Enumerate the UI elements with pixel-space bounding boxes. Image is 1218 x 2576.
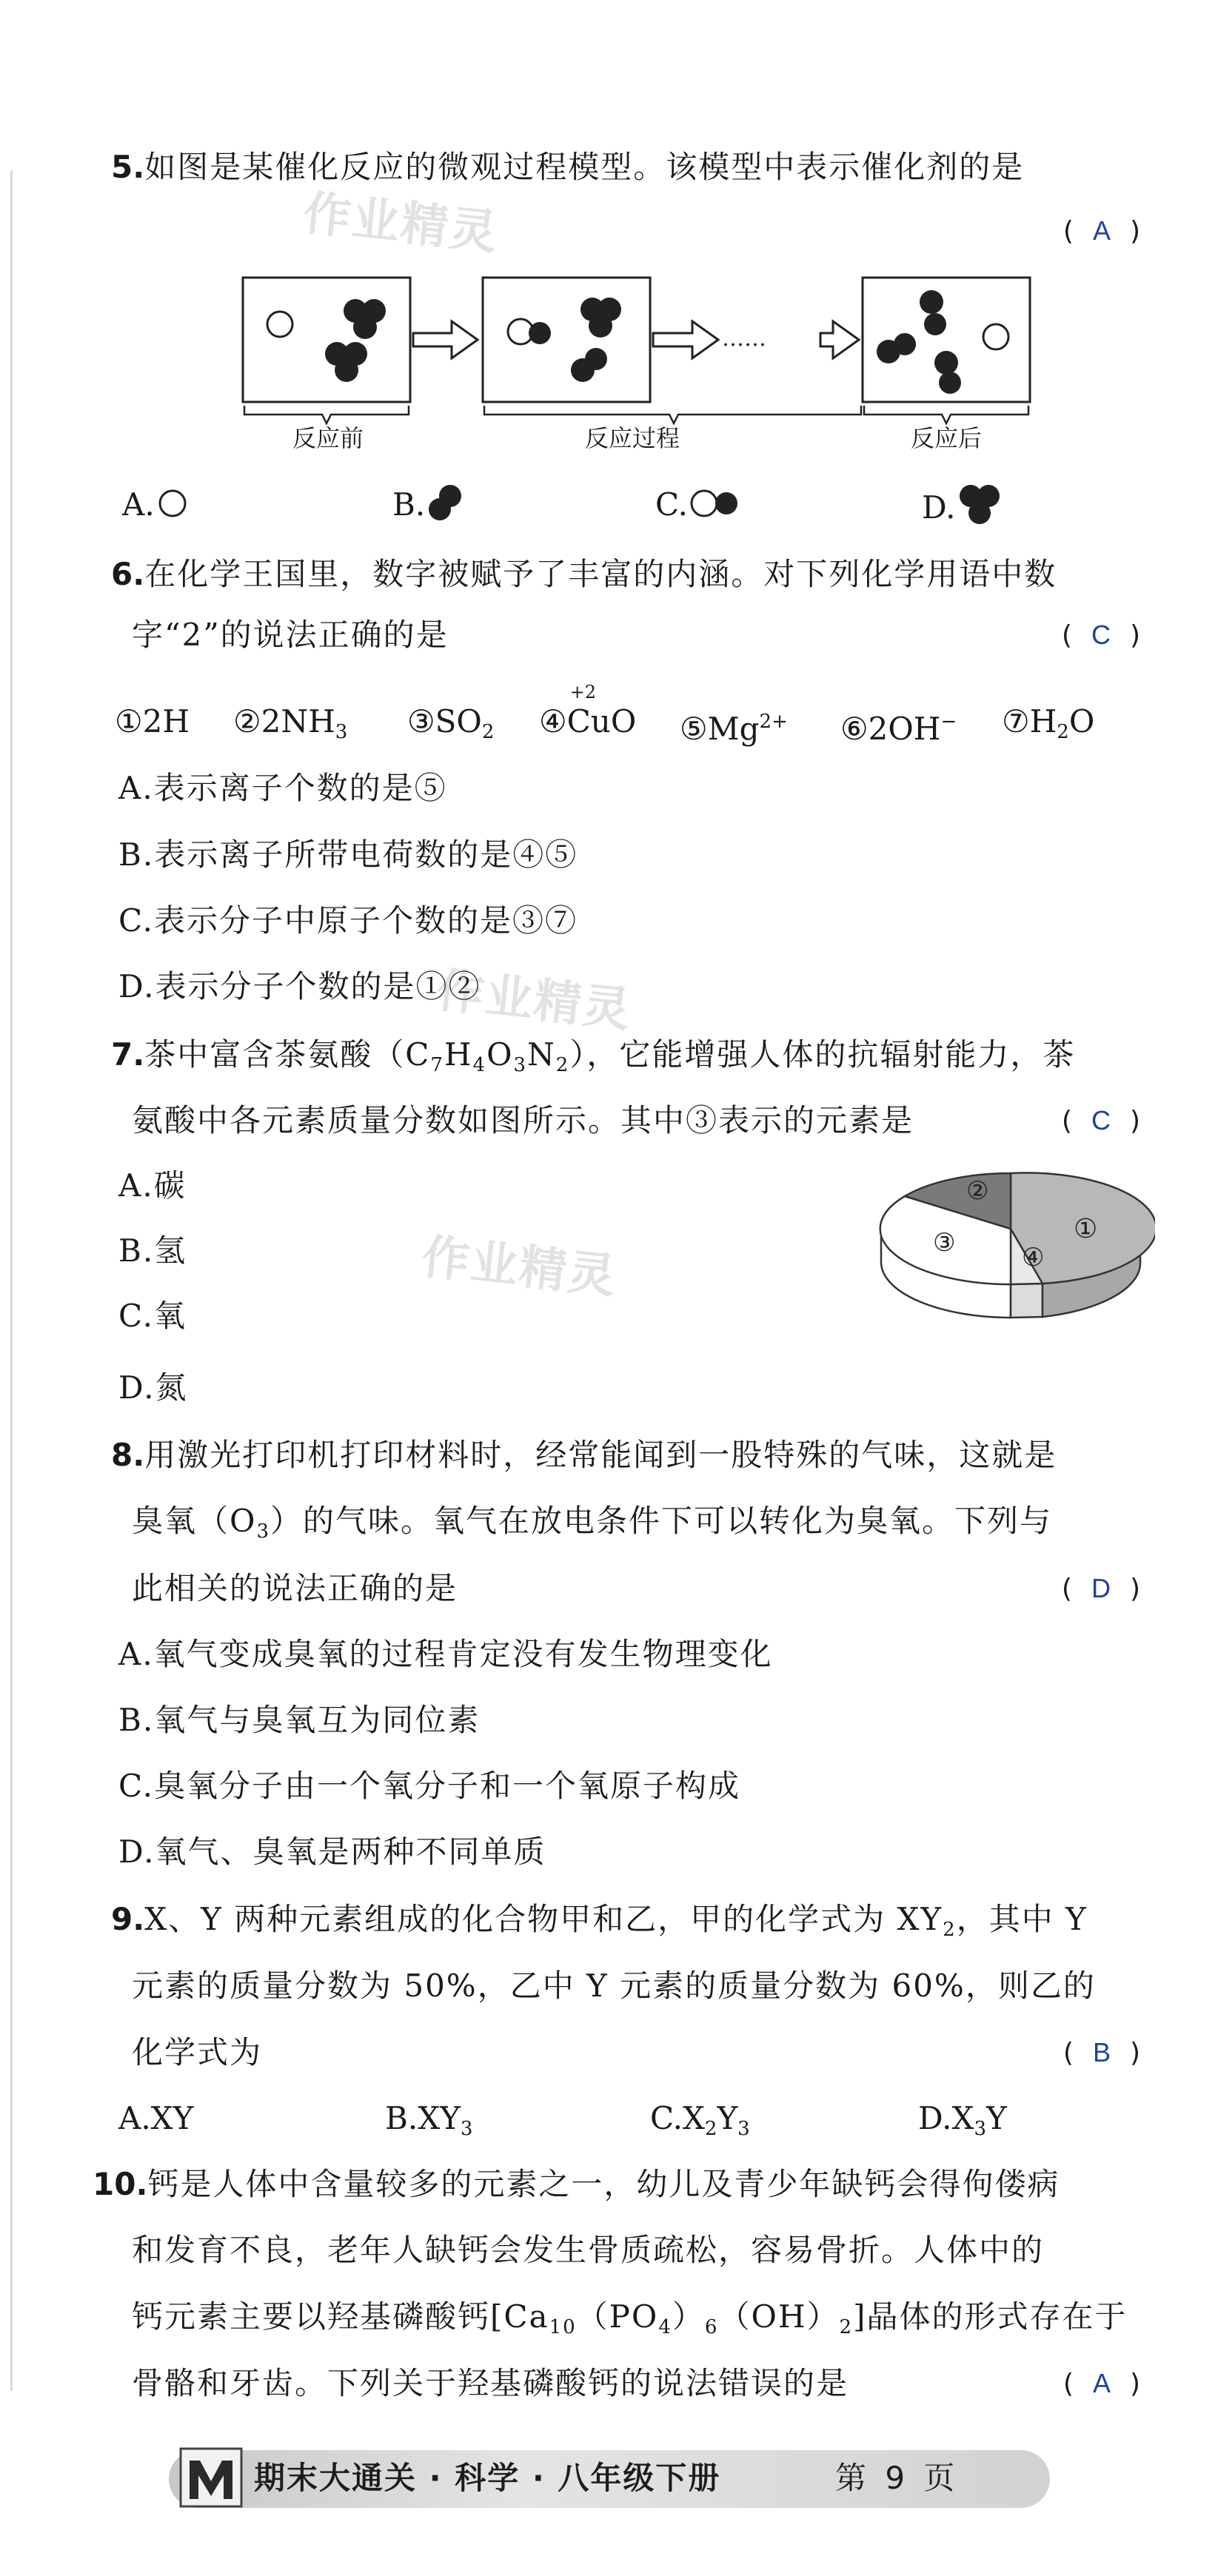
question-8-line-3: 此相关的说法正确的是 bbox=[132, 1570, 458, 1606]
label-process: 反应过程 bbox=[585, 424, 680, 452]
element-mass-pie bbox=[874, 1155, 1155, 1340]
pie-label-3: ③ bbox=[933, 1228, 956, 1258]
watermark: 作业精灵 bbox=[301, 186, 501, 261]
formula-7: $⑦H_2O$ bbox=[1002, 703, 1095, 743]
footer-bar bbox=[169, 2450, 1050, 2508]
question-6-line-2: 字“2”的说法正确的是 bbox=[132, 617, 449, 653]
question-9-line-2: 元素的质量分数为 50%，乙中 Y 元素的质量分数为 60%，则乙的 bbox=[132, 1968, 1096, 2004]
q8-option-c: C.臭氧分子由一个氧分子和一个氧原子构成 bbox=[118, 1768, 740, 1804]
q5-option-d: D. bbox=[922, 483, 1003, 530]
formula-5: $⑤Mg^{2+}$ bbox=[680, 711, 788, 747]
question-10-line-4: 骨骼和牙齿。下列关于羟基磷酸钙的说法错误的是 bbox=[132, 2365, 849, 2401]
q8-option-a: A.氧气变成臭氧的过程肯定没有发生物理变化 bbox=[118, 1636, 773, 1672]
q6-option-d: D.表示分子个数的是①② bbox=[118, 968, 481, 1004]
hollow-circle-icon bbox=[155, 486, 190, 521]
question-8-line-1: 8.用激光打印机打印材料时，经常能闻到一股特殊的气味，这就是 bbox=[111, 1437, 1057, 1473]
footer-title: 期末大通关 · 科学 · 八年级下册 bbox=[254, 2460, 721, 2496]
question-10-line-1: 10.钙是人体中含量较多的元素之一，幼儿及青少年缺钙会得佝偻病 bbox=[93, 2166, 1060, 2202]
question-5-text: 5.如图是某催化反应的微观过程模型。该模型中表示催化剂的是 bbox=[111, 149, 1025, 185]
q5-option-c: C. bbox=[655, 483, 744, 527]
q8-option-b: B.氧气与臭氧互为同位素 bbox=[118, 1702, 481, 1738]
watermark: 作业精灵 bbox=[419, 1230, 620, 1305]
dots-label: …… bbox=[722, 326, 766, 352]
formula-4: ④ +2 CuO bbox=[539, 682, 637, 739]
question-6-line-1: 6.在化学王国里，数字被赋予了丰富的内涵。对下列化学用语中数 bbox=[111, 556, 1057, 592]
q9-option-a: A.XY bbox=[118, 2100, 194, 2136]
q7-option-d: D.氮 bbox=[118, 1369, 188, 1406]
question-7-line-1: 7.茶中富含茶氨酸$(C_7H_4O_3N_2)$，它能增强人体的抗辐射能力，茶 bbox=[111, 1036, 1076, 1076]
answer-10: ( A ) bbox=[1063, 2368, 1140, 2399]
answer-5: ( A ) bbox=[1063, 215, 1140, 246]
q7-option-c: C.氧 bbox=[118, 1298, 187, 1334]
question-10-line-2: 和发育不良，老年人缺钙会发生骨质疏松，容易骨折。人体中的 bbox=[132, 2232, 1045, 2268]
pie-label-4: ④ bbox=[1022, 1243, 1045, 1272]
formula-1: ①2H bbox=[115, 703, 190, 739]
formula-6: ⑥2OH− bbox=[840, 711, 957, 747]
watermark: 作业精灵 bbox=[434, 963, 635, 1039]
page-number: 第 9 页 bbox=[835, 2460, 960, 2496]
three-dark-atoms-icon bbox=[956, 483, 1003, 529]
answer-6: ( C ) bbox=[1061, 620, 1140, 651]
hollow-and-dark-atom-icon bbox=[688, 486, 744, 521]
margin-line bbox=[10, 170, 13, 2391]
publisher-logo-icon bbox=[178, 2444, 244, 2514]
q9-option-b: $B.XY_3$ bbox=[385, 2100, 473, 2140]
label-after: 反应后 bbox=[911, 424, 983, 452]
q8-option-d: D.氧气、臭氧是两种不同单质 bbox=[118, 1834, 546, 1870]
q7-option-b: B.氢 bbox=[118, 1232, 187, 1269]
q6-option-a: A.表示离子个数的是⑤ bbox=[118, 770, 447, 806]
question-10-line-3: 钙元素主要以羟基磷酸钙$[Ca_{10}(PO_4)_6(OH)_2]$晶体的形式存在于 bbox=[132, 2298, 1128, 2338]
label-before: 反应前 bbox=[292, 424, 364, 452]
pie-label-1: ① bbox=[1074, 1214, 1098, 1244]
pie-label-2: ② bbox=[966, 1176, 989, 1206]
molecule-process bbox=[508, 298, 621, 382]
molecule-after bbox=[877, 290, 1008, 394]
question-7-line-2: 氨酸中各元素质量分数如图所示。其中③表示的元素是 bbox=[132, 1102, 914, 1138]
q7-option-a: A.碳 bbox=[118, 1167, 187, 1204]
question-8-line-2: 臭氧$(O_3)$的气味。氧气在放电条件下可以转化为臭氧。下列与 bbox=[132, 1503, 1052, 1543]
answer-8: ( D ) bbox=[1061, 1573, 1140, 1604]
q9-option-c: $C.X_2Y_3$ bbox=[650, 2100, 750, 2140]
q5-option-a: A. bbox=[122, 483, 190, 527]
q6-option-c: C.表示分子中原子个数的是③⑦ bbox=[118, 902, 578, 939]
molecule-before bbox=[267, 299, 386, 382]
two-dark-atoms-icon bbox=[425, 483, 466, 524]
question-9-line-1: 9.X、Y 两种元素组成的化合物甲和乙，甲的化学式为 $XY_2$，其中 Y bbox=[111, 1901, 1088, 1941]
q5-option-b: B. bbox=[392, 483, 466, 527]
q9-option-d: $D.X_3Y$ bbox=[918, 2100, 1007, 2140]
question-9-line-3: 化学式为 bbox=[132, 2034, 263, 2070]
formula-2: $②2NH_3$ bbox=[233, 703, 348, 743]
q6-option-b: B.表示离子所带电荷数的是④⑤ bbox=[118, 836, 578, 873]
answer-7: ( C ) bbox=[1061, 1105, 1140, 1136]
formula-3: $③SO_2$ bbox=[407, 703, 495, 743]
answer-9: ( B ) bbox=[1063, 2037, 1140, 2068]
